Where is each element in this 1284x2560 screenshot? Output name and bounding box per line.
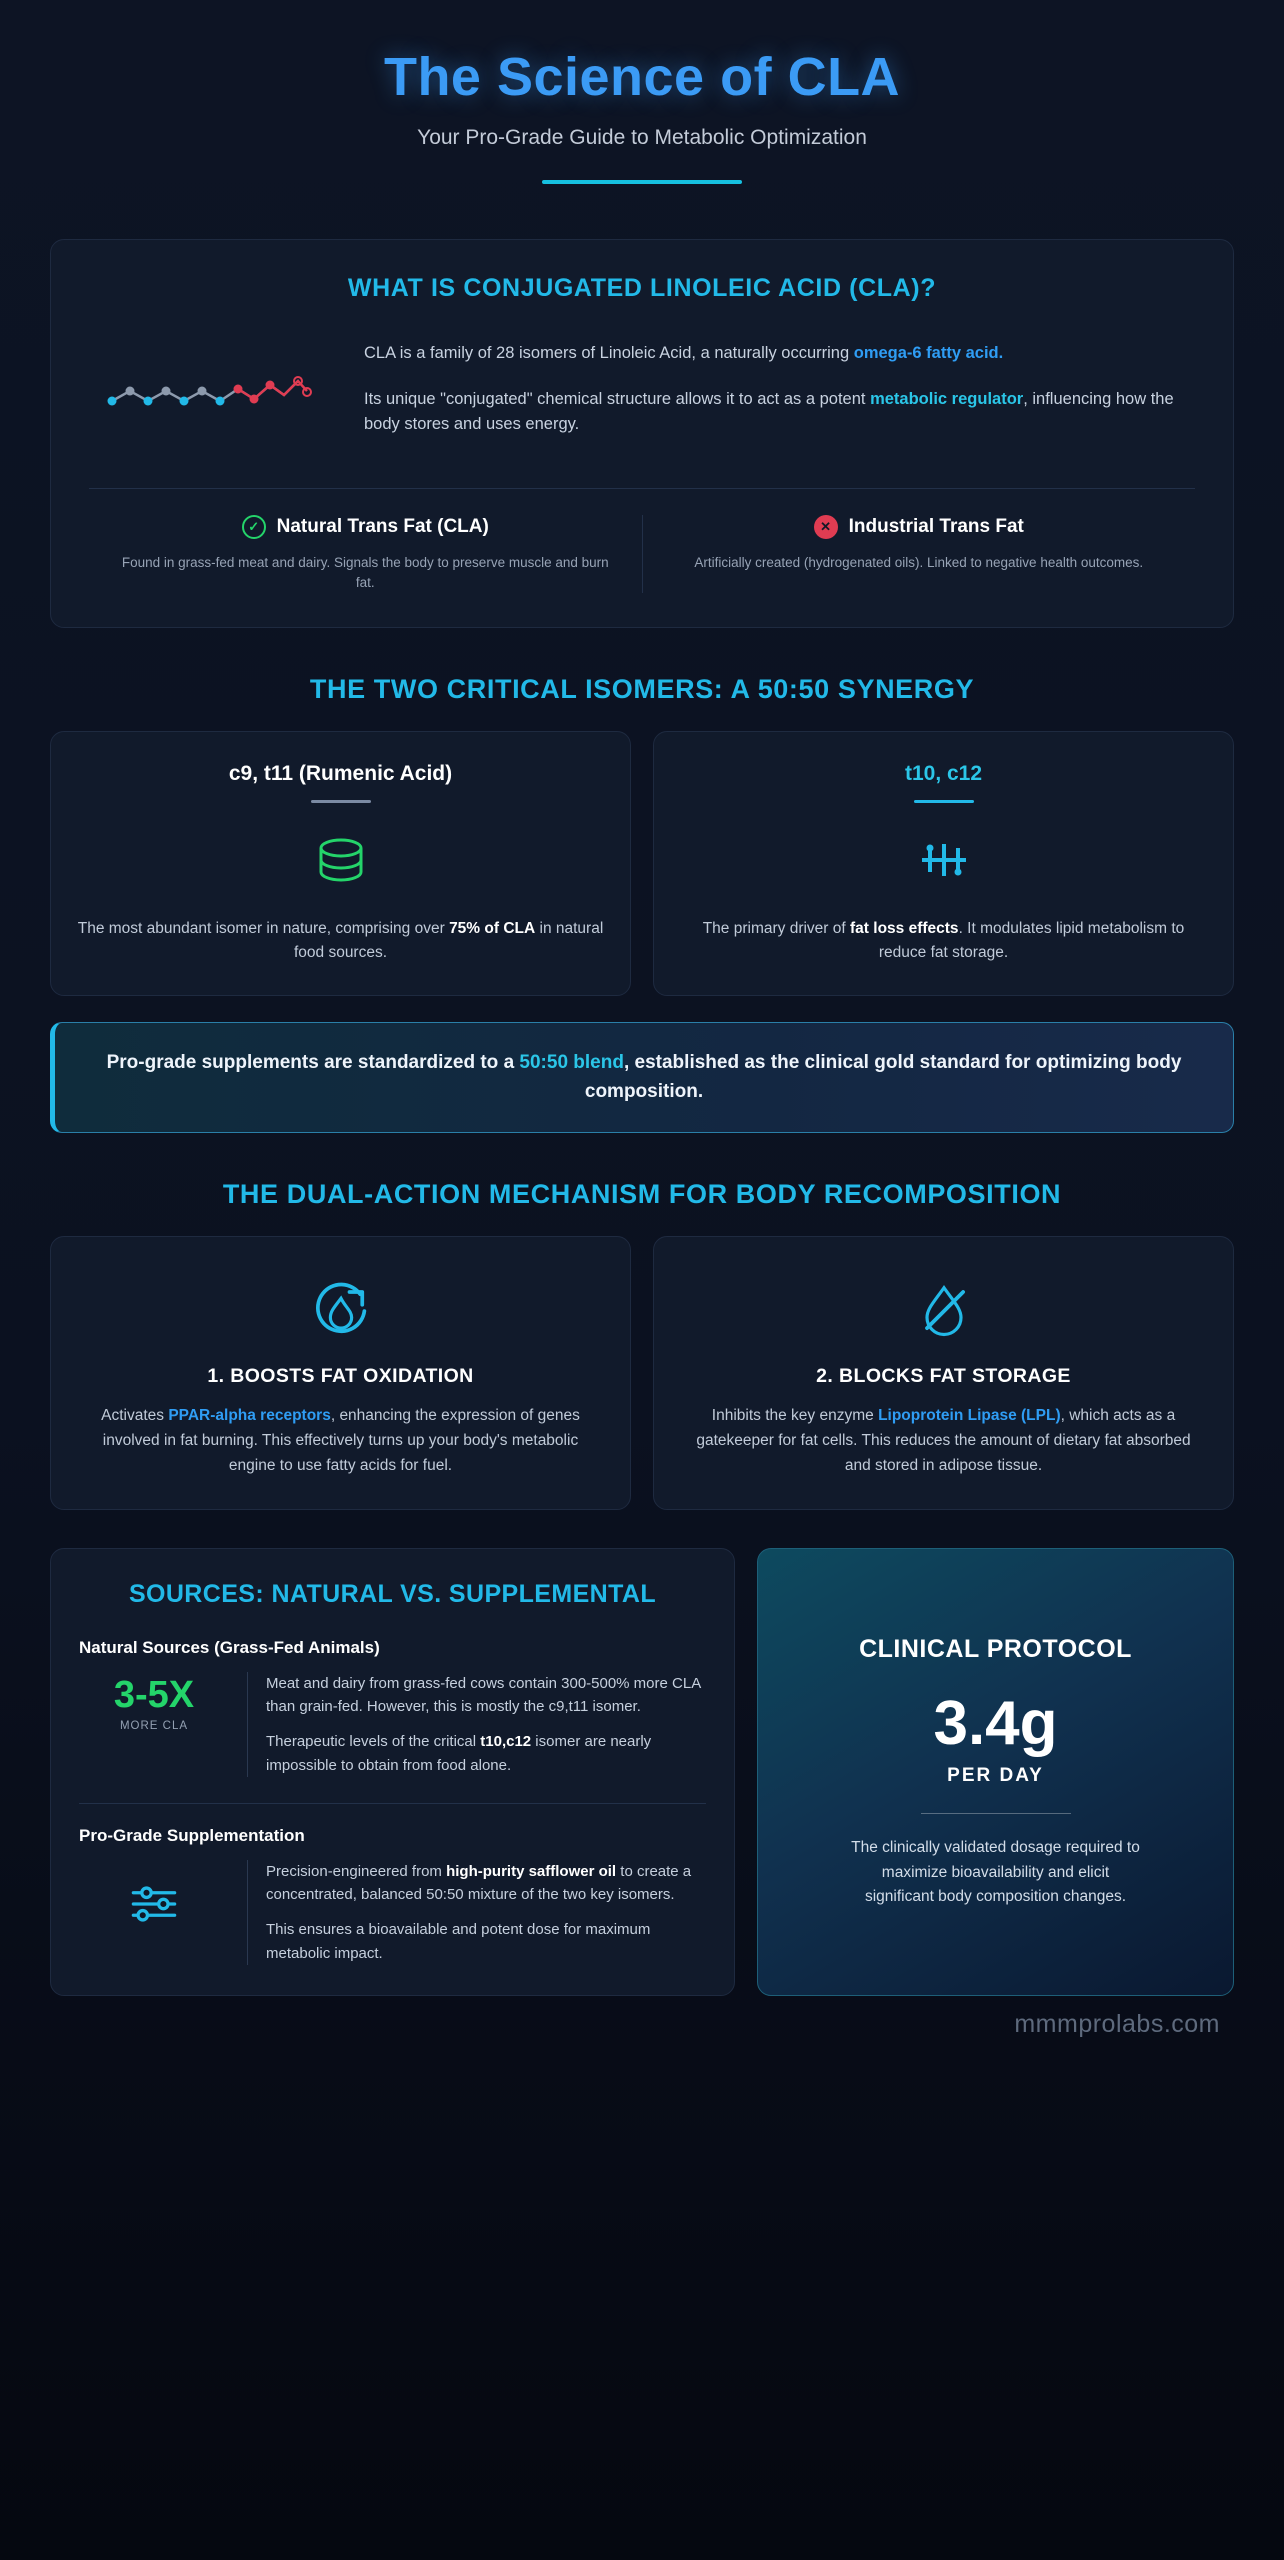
no-fat-drop-icon	[684, 1271, 1203, 1347]
mechanism-2-title: 2. BLOCKS FAT STORAGE	[816, 1365, 1071, 1388]
isomers-heading: THE TWO CRITICAL ISOMERS: A 50:50 SYNERGY	[309, 674, 975, 705]
what-is-cla-heading: WHAT IS CONJUGATED LINOLEIC ACID (CLA)?	[347, 274, 937, 302]
x-circle-icon: ✕	[814, 515, 838, 539]
natural-sources-body: Meat and dairy from grass-fed cows contain 300-500% more CLA than grain-fed. However, this is mostly the c9,t11 isomer.	[266, 1674, 701, 1716]
mechanism-card-fat-storage	[653, 1236, 1234, 1509]
isomer-t10c12-underline	[914, 800, 974, 803]
stat-value: 3-5X	[113, 1673, 195, 1716]
stat-label: MORE CLA	[119, 1719, 189, 1732]
natural-sources-subtitle: Natural Sources (Grass-Fed Animals)	[79, 1637, 380, 1657]
natural-trans-fat-desc: Found in grass-fed meat and dairy. Signals the body to preserve muscle and burn fat.	[121, 554, 609, 590]
protocol-divider	[921, 1813, 1071, 1814]
natural-sources-note: Therapeutic levels of the critical t10,c12 isomer are nearly impossible to obtain from food alone.	[266, 1733, 652, 1774]
check-circle-icon: ✓	[242, 515, 266, 539]
blend-banner	[50, 1022, 1234, 1133]
isomer-c9t11-title: c9, t11 (Rumenic Acid)	[228, 762, 453, 786]
mechanism-1-title: 1. BOOSTS FAT OXIDATION	[207, 1365, 474, 1388]
isomer-card-t10c12	[653, 731, 1234, 996]
natural-trans-fat-label: Natural Trans Fat (CLA)	[276, 515, 489, 537]
protocol-description: The clinically validated dosage required to maximize bioavailability and elicit significant body composition changes.	[851, 1838, 1140, 1906]
isomer-card-c9t11	[50, 731, 631, 996]
page-subtitle: Your Pro-Grade Guide to Metabolic Optimization	[417, 126, 867, 149]
header-divider	[542, 180, 742, 184]
isomer-c9t11-underline	[311, 800, 371, 803]
mechanism-heading: THE DUAL-ACTION MECHANISM FOR BODY RECOMPOSITION	[222, 1179, 1062, 1210]
blend-banner-text: Pro-grade supplements are standardized to a 50:50 blend, established as the clinical gold standard for optimizing body composition.	[106, 1052, 1182, 1102]
database-cylinder-icon	[77, 825, 604, 895]
cla-paragraph-1: CLA is a family of 28 isomers of Linoleic Acid, a naturally occurring omega-6 fatty acid.	[364, 344, 1004, 362]
isomer-c9t11-desc: The most abundant isomer in nature, comprising over 75% of CLA in natural food sources.	[77, 920, 604, 962]
supplementation-body: Precision-engineered from high-purity safflower oil to create a concentrated, balanced 50:50 mixture of the two key isomers.	[266, 1862, 692, 1904]
header	[50, 28, 1234, 194]
isomer-t10c12-title: t10, c12	[904, 762, 983, 786]
mechanism-card-fat-oxidation	[50, 1236, 631, 1509]
supplementation-subtitle: Pro-Grade Supplementation	[79, 1825, 305, 1845]
sources-card	[50, 1548, 735, 1996]
what-is-cla-card	[50, 239, 1234, 628]
industrial-trans-fat-desc: Artificially created (hydrogenated oils). Linked to negative health outcomes.	[694, 554, 1144, 570]
protocol-frequency: PER DAY	[947, 1764, 1044, 1786]
sources-divider	[79, 1803, 706, 1804]
natural-sources-stat	[79, 1672, 229, 1732]
isomer-t10c12-desc: The primary driver of fat loss effects. It modulates lipid metabolism to reduce fat storage.	[702, 920, 1185, 962]
footer-brand: mmmprolabs.com	[1014, 2009, 1220, 2038]
industrial-trans-fat-label: Industrial Trans Fat	[848, 515, 1024, 537]
cla-paragraph-2: Its unique "conjugated" chemical structure allows it to act as a potent metabolic regulator, influencing how the body stores and uses energy.	[364, 389, 1174, 434]
card-divider	[89, 488, 1195, 489]
flame-cycle-icon	[81, 1271, 600, 1347]
supplementation-note: This ensures a bioavailable and potent dose for maximum metabolic impact.	[266, 1921, 651, 1962]
mechanism-1-desc: Activates PPAR-alpha receptors, enhancing the expression of genes involved in fat burning. This effectively turns up your body's metabolic engine to use fatty acids for fuel.	[101, 1407, 580, 1474]
clinical-protocol-card	[757, 1548, 1234, 1996]
protocol-dose: 3.4g	[933, 1688, 1058, 1758]
sliders-icon	[79, 1860, 229, 1934]
mechanism-2-desc: Inhibits the key enzyme Lipoprotein Lipase (LPL), which acts as a gatekeeper for fat cells. This reduces the amount of dietary fat absorbed and stored in adipose tissue.	[696, 1407, 1191, 1474]
natural-trans-fat-block	[89, 515, 642, 594]
protocol-title: CLINICAL PROTOCOL	[859, 1635, 1132, 1664]
sources-heading: SOURCES: NATURAL VS. SUPPLEMENTAL	[128, 1579, 657, 1608]
industrial-trans-fat-block	[642, 515, 1196, 594]
page-title: The Science of CLA	[383, 47, 901, 107]
molecule-chain-icon	[680, 825, 1207, 895]
molecule-icon	[89, 337, 334, 431]
